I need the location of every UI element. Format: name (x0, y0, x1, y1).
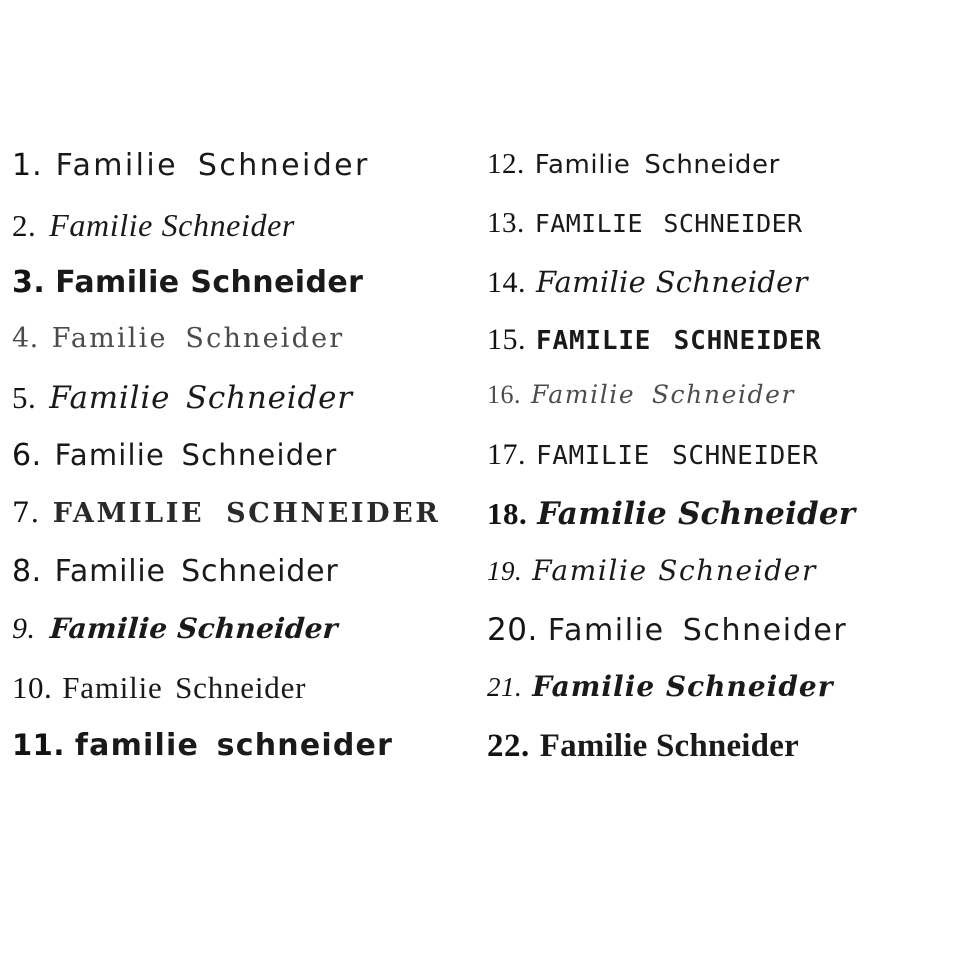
sample-name: Familie Schneider (55, 265, 364, 300)
sample-name: Familie Schneider (51, 323, 345, 354)
list-item (487, 380, 970, 438)
sample-name: Familie Schneider (54, 554, 339, 589)
sample-number: 16. (487, 380, 522, 409)
sample-name: Familie Schneider (62, 670, 307, 705)
list-item (12, 554, 479, 612)
sample-name: Familie Schneider (531, 380, 796, 409)
sample-name: Familie Schneider (48, 612, 339, 645)
sample-number: 13. (487, 207, 525, 239)
sample-number: 9. (12, 612, 36, 645)
list-item (12, 496, 479, 554)
sample-name: Familie Schneider (547, 613, 848, 648)
sample-number: 7. (12, 496, 40, 529)
list-item (487, 148, 970, 207)
list-item (487, 265, 970, 323)
sample-number: 19. (487, 556, 523, 586)
sample-number: 6. (12, 438, 42, 473)
sample-name: FAMILIE SCHNEIDER (536, 441, 819, 471)
sample-number: 18. (487, 496, 528, 531)
sample-number: 11. (12, 728, 65, 762)
sample-name: Familie Schneider (532, 670, 834, 703)
list-item (12, 438, 479, 496)
list-item (487, 496, 970, 554)
sample-number: 10. (12, 670, 53, 705)
sample-column-left (0, 148, 479, 786)
list-item (487, 728, 970, 786)
list-item (12, 728, 479, 786)
sample-name: Familie Schneider (534, 150, 780, 180)
sample-number: 12. (487, 148, 525, 180)
list-item (487, 207, 970, 265)
sample-name: Familie Schneider (536, 265, 808, 299)
list-item (487, 554, 970, 612)
sample-name: Familie Schneider (54, 438, 338, 472)
list-item (487, 612, 970, 670)
sample-number: 14. (487, 266, 527, 299)
sample-name: FAMILIE SCHNEIDER (536, 326, 822, 356)
list-item (487, 438, 970, 496)
sample-number: 20. (487, 612, 538, 648)
list-item (12, 380, 479, 438)
list-item (12, 148, 479, 207)
sample-name: FAMILIE SCHNEIDER (52, 498, 441, 529)
sample-number: 21. (487, 672, 523, 702)
sample-number: 22. (487, 728, 530, 764)
sample-number: 2. (12, 208, 37, 243)
sample-name: familie schneider (74, 728, 394, 763)
sample-number: 4. (12, 323, 39, 354)
sample-name: FAMILIE SCHNEIDER (534, 209, 803, 238)
sample-number: 5. (12, 380, 37, 415)
sample-name: Familie Schneider (539, 728, 799, 764)
list-item (12, 323, 479, 380)
sample-number: 8. (12, 554, 42, 589)
sample-name: Familie Schneider (55, 148, 370, 183)
list-item (487, 670, 970, 728)
sample-name: Familie Schneider (532, 554, 817, 587)
sample-column-right (479, 148, 970, 786)
sample-name: Familie Schneider (49, 207, 295, 243)
list-item (12, 207, 479, 265)
list-item (12, 265, 479, 323)
sample-number: 15. (487, 323, 527, 356)
sample-columns (0, 148, 970, 786)
sample-number: 17. (487, 438, 527, 471)
sample-number: 3. (12, 265, 46, 300)
sample-name: Familie Schneider (49, 380, 353, 416)
list-item (12, 612, 479, 670)
list-item (487, 323, 970, 380)
sample-number: 1. (12, 148, 43, 183)
list-item (12, 670, 479, 728)
sample-name: Familie Schneider (537, 496, 856, 532)
